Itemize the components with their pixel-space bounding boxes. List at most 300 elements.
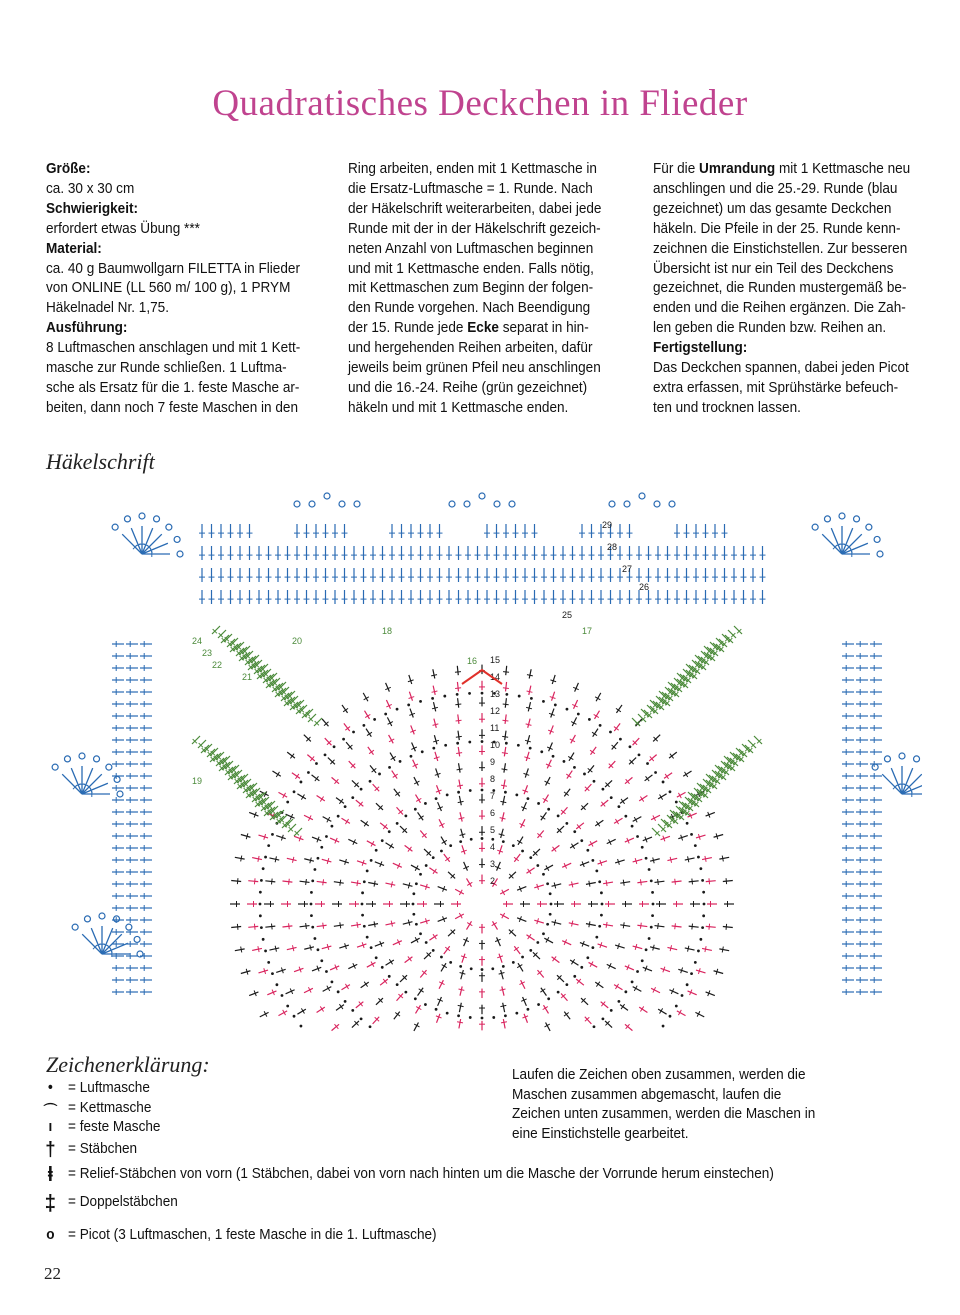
stitch-bar xyxy=(572,882,573,888)
stitch-mark xyxy=(439,819,443,828)
stitch-mark xyxy=(528,702,530,711)
stitch-bar xyxy=(592,732,597,735)
stitch-mark xyxy=(437,1014,440,1023)
stitch-mark xyxy=(351,882,361,884)
stitch-bar xyxy=(272,879,273,885)
chain-dot xyxy=(275,983,278,986)
chain-dot xyxy=(557,991,560,994)
chain-dot xyxy=(469,1016,472,1019)
chain-dot xyxy=(325,835,328,838)
text-line: und die 16.-24. Reihe (grün gezeichnet) xyxy=(348,379,588,396)
chain-dot xyxy=(565,983,568,986)
stitch-mark xyxy=(615,860,625,863)
stitch-bar xyxy=(658,923,659,929)
stitch-bar xyxy=(458,1005,464,1006)
chain-dot xyxy=(518,695,521,698)
row-number: 19 xyxy=(192,776,203,786)
stitch-bar xyxy=(391,921,392,927)
stitch-mark xyxy=(403,884,413,886)
chain-dot xyxy=(542,932,545,935)
stitch-mark xyxy=(462,845,465,854)
chain-dot xyxy=(414,808,417,811)
chain-dot xyxy=(331,825,334,828)
stitch-bar xyxy=(323,923,324,929)
stitch-mark xyxy=(461,829,464,838)
stitch-mark xyxy=(249,992,258,996)
chain-dot xyxy=(396,983,399,986)
stitch-mark xyxy=(297,794,305,799)
stitch-mark xyxy=(462,954,465,963)
stitch-bar xyxy=(501,1022,507,1023)
stitch-bar xyxy=(295,774,298,779)
chain-dot xyxy=(425,864,428,867)
stitch-bar xyxy=(500,801,506,802)
chain-dot xyxy=(595,936,598,939)
material-line: Häkelnadel Nr. 1,75. xyxy=(46,300,169,317)
chain-dot xyxy=(419,700,422,703)
stitch-bar xyxy=(528,934,531,939)
chain-dot xyxy=(563,760,566,763)
stitch-bar xyxy=(528,869,531,874)
stitch-bar xyxy=(621,799,625,804)
stitch-mark xyxy=(351,924,361,926)
stitch-mark xyxy=(433,702,435,711)
chain-dot xyxy=(384,713,387,716)
stitch-mark xyxy=(562,941,571,945)
ausfuehrung-line: sche als Ersatz für die 1. feste Masche ar- xyxy=(46,379,300,396)
picot-mark xyxy=(609,501,615,507)
chain-dot xyxy=(505,742,508,745)
stitch-mark xyxy=(248,926,258,927)
stitch-bar xyxy=(367,732,372,735)
chain-dot xyxy=(271,972,274,975)
stitch-mark xyxy=(607,839,616,843)
stitch-mark xyxy=(517,918,526,922)
chain-dot xyxy=(601,903,604,906)
chain-dot xyxy=(617,1000,620,1003)
chain-dot xyxy=(669,1015,672,1018)
stitch-mark xyxy=(409,692,412,701)
stitch-bar xyxy=(566,774,571,777)
chain-dot xyxy=(456,693,459,696)
stitch-mark xyxy=(385,923,395,925)
stitch-bar xyxy=(419,816,424,819)
chain-dot xyxy=(381,839,384,842)
chain-dot xyxy=(512,844,515,847)
chain-dot xyxy=(310,891,313,894)
stitch-mark xyxy=(459,796,461,805)
stitch-mark xyxy=(231,881,241,882)
picot-mark xyxy=(106,764,112,770)
stitch-mark xyxy=(269,948,279,950)
stitch-bar xyxy=(503,672,509,673)
stitch-mark xyxy=(259,970,269,973)
stitch-mark xyxy=(524,1014,527,1023)
stitch-mark xyxy=(569,923,579,925)
chain-dot xyxy=(314,868,317,871)
stitch-mark xyxy=(502,812,504,821)
legend-label: = Doppelstäbchen xyxy=(68,1194,178,1210)
stitch-mark xyxy=(457,666,458,675)
stitch-mark xyxy=(525,768,528,777)
chain-dot xyxy=(410,755,413,758)
stitch-mark xyxy=(459,780,461,789)
stitch-bar xyxy=(275,856,276,862)
stitch-bar xyxy=(292,945,293,951)
chain-dot xyxy=(631,980,634,983)
stitch-mark xyxy=(286,990,295,994)
stitch-mark xyxy=(696,835,706,838)
picot-mark xyxy=(509,501,515,507)
stitch-mark xyxy=(459,1019,461,1028)
stitch-mark xyxy=(457,682,458,691)
stitch-mark xyxy=(667,947,677,949)
stitch-mark xyxy=(569,883,579,885)
stitch-bar xyxy=(596,982,599,987)
chain-dot xyxy=(419,873,422,876)
chain-dot xyxy=(456,742,459,745)
stitch-mark xyxy=(287,947,297,949)
chain-dot xyxy=(259,903,262,906)
chain-dot xyxy=(481,1017,484,1020)
stitch-mark xyxy=(719,949,729,951)
note-line: Maschen zusammen abgemascht, laufen die xyxy=(512,1086,782,1103)
stitch-bar xyxy=(675,879,676,885)
row-number: 20 xyxy=(292,636,303,646)
stitch-mark xyxy=(651,988,660,992)
chain-dot xyxy=(527,1008,530,1011)
stitch-mark xyxy=(702,948,712,950)
chain-dot xyxy=(549,892,552,895)
row-number: 24 xyxy=(192,636,203,646)
row-number: 23 xyxy=(202,648,213,658)
picot-mark xyxy=(884,756,890,762)
chain-dot xyxy=(260,879,263,882)
stitch-mark xyxy=(433,669,435,678)
stitch-bar xyxy=(606,922,607,928)
chain-stitch-icon: • xyxy=(47,1080,53,1096)
chain-dot xyxy=(315,762,318,765)
picot-mark xyxy=(174,536,180,542)
chain-dot xyxy=(554,704,557,707)
row-number: 22 xyxy=(212,660,223,670)
stitch-mark xyxy=(420,885,430,888)
stitch-mark xyxy=(459,1003,461,1012)
picot-mark xyxy=(824,516,830,522)
chain-dot xyxy=(591,946,594,949)
stitch-bar xyxy=(258,946,259,952)
chain-dot xyxy=(415,882,418,885)
chain-dot xyxy=(267,844,270,847)
text-line: extra erfassen, mit Sprühstärke befeuch- xyxy=(653,379,899,396)
chain-dot xyxy=(624,990,627,993)
chain-dot xyxy=(425,941,428,944)
chain-dot xyxy=(419,932,422,935)
stitch-bar xyxy=(431,675,437,676)
stitch-mark xyxy=(572,717,576,726)
stitch-mark xyxy=(286,814,295,818)
stitch-mark xyxy=(265,881,275,882)
stitch-mark xyxy=(412,743,416,752)
chain-dot xyxy=(662,1025,665,1028)
chain-dot xyxy=(580,966,583,969)
stitch-bar xyxy=(705,856,706,862)
stitch-bar xyxy=(502,753,508,754)
chain-dot xyxy=(404,814,407,817)
picot-mark xyxy=(914,756,920,762)
stitch-bar xyxy=(526,707,532,708)
chain-dot xyxy=(432,856,435,859)
stitch-mark xyxy=(562,863,571,867)
stitch-bar xyxy=(688,856,689,862)
stitch-mark xyxy=(282,881,292,882)
chain-dot xyxy=(432,747,435,750)
chain-dot xyxy=(593,780,596,783)
chain-dot xyxy=(636,970,639,973)
stitch-mark xyxy=(461,970,464,979)
picot-mark xyxy=(114,776,120,782)
note-line: Laufen die Zeichen oben zusammen, werden die xyxy=(512,1067,806,1083)
picot-mark xyxy=(639,493,645,499)
chain-dot xyxy=(407,704,410,707)
text-line: häkeln. Die Pfeile in der 25. Runde kenn- xyxy=(653,220,901,237)
stitch-mark xyxy=(714,971,724,974)
chain-dot xyxy=(573,975,576,978)
chain-dot xyxy=(360,788,363,791)
picot-mark xyxy=(52,764,58,770)
stitch-mark xyxy=(685,948,695,950)
stitch-mark xyxy=(334,882,344,883)
chain-dot xyxy=(286,801,289,804)
stitch-mark xyxy=(460,812,462,821)
text-line: und mit 1 Kettmasche enden. Falls nötig, xyxy=(348,260,594,277)
chain-dot xyxy=(599,724,602,727)
picot-mark xyxy=(624,501,630,507)
chain-dot xyxy=(580,839,583,842)
stitch-bar xyxy=(722,947,723,953)
chain-dot xyxy=(491,838,494,841)
stitch-mark xyxy=(603,924,613,926)
stitch-mark xyxy=(534,920,544,923)
stitch-mark xyxy=(348,964,357,968)
stitch-mark xyxy=(521,980,525,989)
stitch-mark xyxy=(655,926,665,927)
legend-label: = Relief-Stäbchen von vorn (1 Stäbchen, dabei von vorn nach hinten um die Masche der Vorrunde herum einstechen) xyxy=(68,1166,774,1182)
chain-dot xyxy=(577,713,580,716)
round-number: 13 xyxy=(490,689,501,699)
text-line: Ring arbeiten, enden mit 1 Kettmasche in xyxy=(348,161,597,177)
stitch-mark xyxy=(523,802,527,811)
stitch-mark xyxy=(317,881,327,882)
picot-mark xyxy=(324,493,330,499)
chain-dot xyxy=(320,959,323,962)
ausfuehrung-line: masche zur Runde schließen. 1 Luftma- xyxy=(46,360,287,377)
chain-dot xyxy=(314,937,317,940)
stitch-mark xyxy=(580,862,589,866)
round-number: 2 xyxy=(490,876,496,886)
chain-dot xyxy=(259,891,262,894)
stitch-bar xyxy=(369,750,374,754)
text-span: separat in hin- xyxy=(498,320,589,337)
legend-label: = Kettmasche xyxy=(68,1100,152,1116)
stitch-bar xyxy=(458,989,464,990)
chain-dot xyxy=(583,773,586,776)
stitch-bar xyxy=(503,704,509,705)
chain-dot xyxy=(650,879,653,882)
chain-dot xyxy=(588,718,591,721)
chain-dot xyxy=(586,849,589,852)
text-line: und hergehenden Reihen arbeiten, dafür xyxy=(348,340,593,357)
stitch-bar xyxy=(432,691,438,692)
stitch-bar xyxy=(722,856,723,862)
chain-dot xyxy=(267,961,270,964)
chain-dot xyxy=(610,1009,613,1012)
stitch-bar xyxy=(357,880,358,886)
chain-dot xyxy=(259,914,262,917)
chain-dot xyxy=(344,805,347,808)
picot-mark xyxy=(99,913,105,919)
stitch-bar xyxy=(323,879,324,885)
round-number: 9 xyxy=(490,757,496,767)
text-line xyxy=(653,160,924,180)
stitch-mark xyxy=(334,925,344,926)
chain-dot xyxy=(536,941,539,944)
stitch-mark xyxy=(672,926,682,927)
stitch-bar xyxy=(640,797,643,802)
text-column-1 xyxy=(46,160,308,419)
chain-dot xyxy=(610,796,613,799)
bold-ecke: Ecke xyxy=(467,320,499,337)
chain-dot xyxy=(645,948,648,951)
chain-dot xyxy=(361,914,364,917)
chain-dot xyxy=(293,790,296,793)
stitch-bar xyxy=(276,772,279,777)
stitch-bar xyxy=(501,785,507,786)
stitch-mark xyxy=(521,819,525,828)
stitch-bar xyxy=(456,736,462,737)
stitch-mark xyxy=(499,954,502,963)
chain-dot xyxy=(609,731,612,734)
stitch-mark xyxy=(575,683,579,692)
chain-dot xyxy=(638,753,641,756)
row-number: 27 xyxy=(622,564,633,574)
stitch-bar xyxy=(726,878,727,884)
picot-mark xyxy=(464,501,470,507)
crochet-chart xyxy=(42,484,922,1044)
chain-dot xyxy=(697,950,700,953)
stitch-mark xyxy=(460,986,462,995)
chain-dot xyxy=(481,692,484,695)
chain-dot xyxy=(307,771,310,774)
picot-mark xyxy=(339,501,345,507)
chain-dot xyxy=(444,744,447,747)
stitch-bar xyxy=(254,878,255,884)
chain-dot xyxy=(325,970,328,973)
chain-dot xyxy=(537,802,540,805)
stitch-mark xyxy=(505,698,506,707)
stitch-mark xyxy=(248,881,258,882)
groesse-text: ca. 30 x 30 cm xyxy=(46,180,135,197)
stitch-mark xyxy=(714,835,724,838)
round-number: 5 xyxy=(490,825,496,835)
stitch-bar xyxy=(726,924,727,930)
chain-dot xyxy=(529,949,532,952)
stitch-mark xyxy=(614,985,622,990)
stitch-mark xyxy=(312,967,321,971)
stitch-mark xyxy=(658,794,666,799)
chain-dot xyxy=(388,830,391,833)
stitch-mark xyxy=(300,881,310,882)
chain-dot xyxy=(440,850,443,853)
stitch-bar xyxy=(364,821,367,826)
round-number: 4 xyxy=(490,842,496,852)
round-number: 15 xyxy=(490,655,501,665)
chain-dot xyxy=(311,879,314,882)
stitch-bar xyxy=(503,688,509,689)
stitch-bar xyxy=(527,675,533,676)
stitch-mark xyxy=(615,945,625,948)
picot-mark xyxy=(79,753,85,759)
stitch-mark xyxy=(267,991,276,995)
chain-dot xyxy=(537,1003,540,1006)
page-number: 22 xyxy=(44,1264,61,1283)
chain-dot xyxy=(435,797,438,800)
chain-dot xyxy=(690,972,693,975)
stitch-mark xyxy=(497,862,501,871)
treble-crochet-icon: ‡ xyxy=(44,1190,57,1215)
stitch-mark xyxy=(269,858,279,860)
chain-dot xyxy=(600,891,603,894)
stitch-mark xyxy=(702,858,712,860)
stitch-mark xyxy=(433,686,435,695)
chain-dot xyxy=(262,938,265,941)
stitch-mark xyxy=(661,968,670,971)
stitch-bar xyxy=(455,672,461,673)
stitch-mark xyxy=(282,926,292,927)
legend-title: Zeichenerklärung: xyxy=(46,1052,210,1077)
stitch-mark xyxy=(552,692,555,701)
chain-dot xyxy=(641,959,644,962)
stitch-bar xyxy=(658,879,659,885)
text-column-2 xyxy=(348,160,620,419)
chain-dot xyxy=(369,780,372,783)
picot-mark xyxy=(112,524,118,530)
chain-dot xyxy=(542,873,545,876)
stitch-mark xyxy=(637,881,647,882)
stitch-bar xyxy=(665,774,668,779)
stitch-bar xyxy=(640,923,641,929)
stitch-mark xyxy=(342,985,350,990)
chain-dot xyxy=(530,697,533,700)
stitch-mark xyxy=(259,835,269,838)
chain-dot xyxy=(449,961,452,964)
stitch-mark xyxy=(438,997,442,1006)
stitch-mark xyxy=(375,943,384,947)
stitch-mark xyxy=(667,858,677,860)
stitch-mark xyxy=(598,861,607,864)
stitch-mark xyxy=(260,1012,269,1016)
stitch-mark xyxy=(689,881,699,882)
chain-dot xyxy=(505,693,508,696)
stitch-mark xyxy=(438,918,447,922)
chain-dot xyxy=(369,1025,372,1028)
stitch-mark xyxy=(552,884,562,886)
chain-dot xyxy=(552,755,555,758)
chain-dot xyxy=(260,926,263,929)
stitch-bar xyxy=(571,844,574,849)
chain-dot xyxy=(694,844,697,847)
stitch-mark xyxy=(304,947,314,949)
